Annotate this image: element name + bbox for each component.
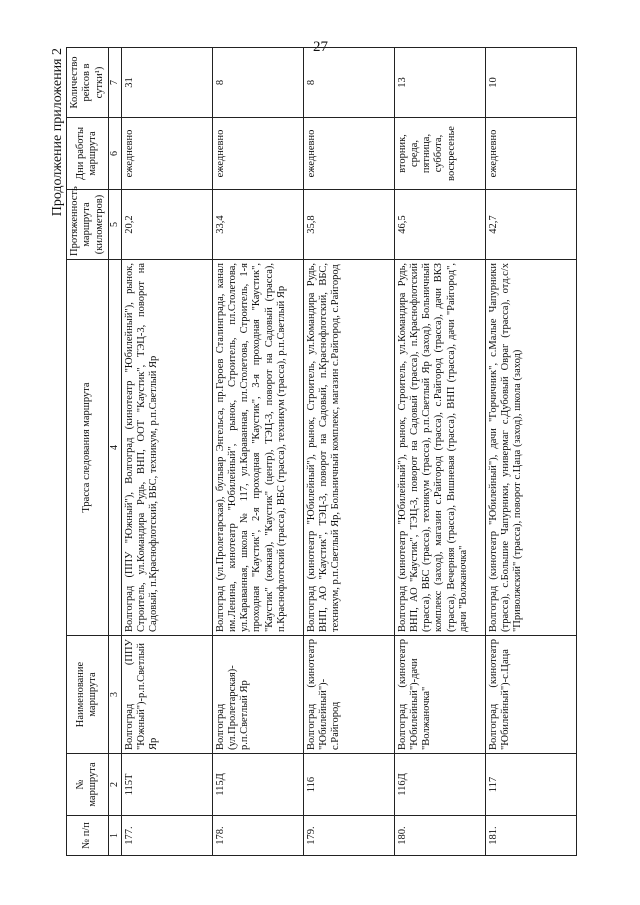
page-number: 27	[313, 39, 328, 55]
route-path: Волгоград (ул.Пролетарская), бульвар Энгельса, пр.Героев Сталинграда, канал им.Ленина, кинотеатр "Юбилейный", рынок, Строитель, пл.Столетова, ул.Караванная, школа № 117, ул.Караванная, пл.Столетова, Строитель, 1-я проходная "Каустик", 2-я проходная "Каустик", 3-я проходная "Каустик", "Каустик" (южная), "Каустик" (центр), ТЭЦ-3, поворот на Садовый (трасса), п.Краснофлотский (трасса), ВБС (трасса), техникум (трасса), р.п.Светлый Яр	[212, 260, 303, 636]
route-trips: 10	[485, 48, 576, 118]
route-name: Волгоград (ППУ "Южный")-р.п.Светлый Яр	[121, 636, 212, 754]
table-row	[394, 48, 485, 856]
index-cell: 7	[108, 48, 121, 118]
table-row	[121, 48, 212, 856]
route-length: 46,5	[394, 190, 485, 260]
route-days: ежедневно	[485, 118, 576, 190]
column-index-row	[108, 48, 121, 856]
header-name: Наименование маршрута	[67, 636, 109, 754]
rotated-page	[50, 39, 590, 862]
header-row	[67, 48, 109, 856]
route-number: 116	[303, 754, 394, 816]
route-length: 33,4	[212, 190, 303, 260]
index-cell: 5	[108, 190, 121, 260]
row-num: 179.	[303, 816, 394, 856]
route-path: Волгоград (кинотеатр "Юбилейный"), рынок, Строитель, ул.Командира Рудь, ВНП, АО "Каустик", ТЭЦ-3, поворот на Садовый (трасса), п.Краснофлотский (трасса), ВБС (трасса), техникум (трасса), р.п.Светлый Яр (заход), Больничный комплекс (заход), магазин с.Райгород (трасса), с.Райгород (трасса), дачи ВКЗ (трасса), Вечерняя (трасса), Вишневая (трасса), ВНП (трасса), дачи "Райгород", дачи "Волжаночка"	[394, 260, 485, 636]
index-cell: 6	[108, 118, 121, 190]
table-row	[303, 48, 394, 856]
route-days: ежедневно	[121, 118, 212, 190]
index-cell: 2	[108, 754, 121, 816]
route-trips: 8	[303, 48, 394, 118]
header-path: Трасса следования маршрута	[67, 260, 109, 636]
route-number: 115Т	[121, 754, 212, 816]
header-trips: Количество рейсов в сутки¹)	[67, 48, 109, 118]
route-name: Волгоград (кинотеатр "Юбилейный")-с.Райгород	[303, 636, 394, 754]
route-name: Волгоград (ул.Пролетарская)-р.п.Светлый Яр	[212, 636, 303, 754]
route-days: ежедневно	[212, 118, 303, 190]
route-path: Волгоград (кинотеатр "Юбилейный"), дачи "Горчичник", с.Малые Чапурники (трасса), с.Большие Чапурники, универмаг с.Дубовый Овраг (трасса), отд.с/х "Приволжский" (трасса), поворот с.Цаца (заход), школа (заход)	[485, 260, 576, 636]
route-path: Волгоград (кинотеатр "Юбилейный"), рынок, Строитель, ул.Командира Рудь, ВНП, АО "Каустик", ТЭЦ-3, поворот на Садовый, п.Краснофлотский, ВБС, техникум, р.п.Светлый Яр, Больничный комплекс, магазин с.Райгород, с.Райгород	[303, 260, 394, 636]
route-length: 35,8	[303, 190, 394, 260]
route-name: Волгоград (кинотеатр "Юбилейный")-дачи "Волжаночка"	[394, 636, 485, 754]
route-trips: 13	[394, 48, 485, 118]
header-length: Протяженность маршрута (километров)	[67, 190, 109, 260]
route-name: Волгоград (кинотеатр "Юбилейный")-с.Цаца	[485, 636, 576, 754]
route-trips: 8	[212, 48, 303, 118]
index-cell: 1	[108, 816, 121, 856]
routes-table	[66, 47, 577, 856]
route-length: 20,2	[121, 190, 212, 260]
row-num: 181.	[485, 816, 576, 856]
row-num: 180.	[394, 816, 485, 856]
header-num: № п/п	[67, 816, 109, 856]
route-path: Волгоград (ППУ "Южный"), Волгоград (кинотеатр "Юбилейный"), рынок, Строитель, ул.Командира Рудь, ВНП, ООТ "Каустик", ТЭЦ-3, поворот на Садовый, п.Краснофлотский, ВБС, техникум, р.п.Светлый Яр	[121, 260, 212, 636]
row-num: 178.	[212, 816, 303, 856]
route-number: 117	[485, 754, 576, 816]
route-days: ежедневно	[303, 118, 394, 190]
table-row	[212, 48, 303, 856]
route-number: 116Д	[394, 754, 485, 816]
header-days: Дни работы маршрута	[67, 118, 109, 190]
route-days: вторник, среда, пятница, суббота, воскресенье	[394, 118, 485, 190]
header-route: № маршрута	[67, 754, 109, 816]
route-trips: 31	[121, 48, 212, 118]
appendix-caption: Продолжение приложения 2	[50, 48, 65, 217]
index-cell: 4	[108, 260, 121, 636]
route-length: 42,7	[485, 190, 576, 260]
row-num: 177.	[121, 816, 212, 856]
index-cell: 3	[108, 636, 121, 754]
route-number: 115Д	[212, 754, 303, 816]
table-row	[485, 48, 576, 856]
